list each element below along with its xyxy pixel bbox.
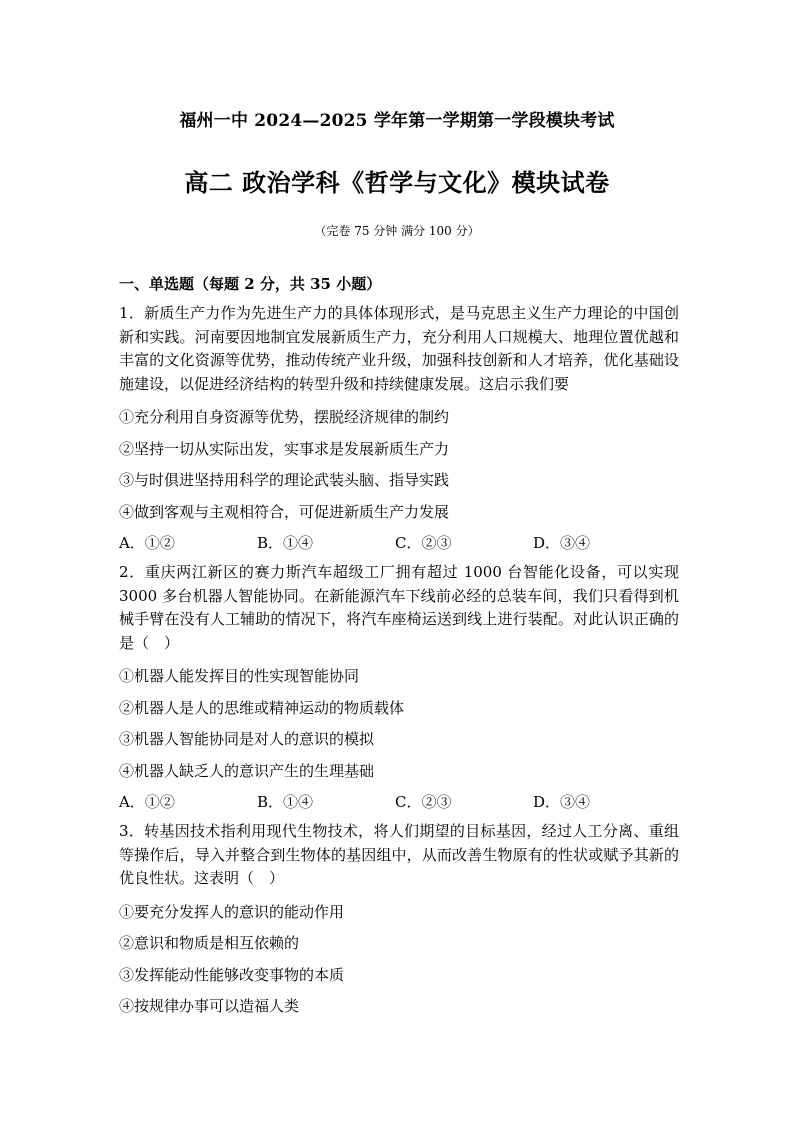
option-item: ③与时俱进坚持用科学的理论武装头脑、指导实践 xyxy=(119,471,450,489)
answer-choices xyxy=(119,528,679,559)
answer-choice-c: C．②③ xyxy=(395,534,452,552)
option-item: ④机器人缺乏人的意识产生的生理基础 xyxy=(119,761,375,780)
option-item: ④按规律办事可以造福人类 xyxy=(119,997,300,1015)
option-item: ④做到客观与主观相符合，可促进新质生产力发展 xyxy=(119,502,450,521)
option-item: ①充分利用自身资源等优势，摆脱经济规律的制约 xyxy=(119,408,450,426)
question-stem: 3．转基因技术指利用现代生物技术，将人们期望的目标基因，经过人工分离、重组等操作后，导入并整合到生物体的基因组中，从而改善生物原有的性状或赋予其新的优良性状。这表明（ ） xyxy=(119,822,679,887)
option-item: ③机器人智能协同是对人的意识的模拟 xyxy=(119,730,375,748)
section-title: 一、单选题（每题 2 分，共 35 小题） xyxy=(119,275,382,293)
answer-choices xyxy=(119,787,679,818)
question-stem: 2．重庆两江新区的赛力斯汽车超级工厂拥有超过 1000 台智能化设备，可以实现 3000 多台机器人智能协同。在新能源汽车下线前必经的总装车间，我们只看得到机械手臂在没有人工辅助的情况下，将汽车座椅运送到线上进行装配。对此认识正确的是（ ） xyxy=(119,563,679,652)
option-item: ③发挥能动性能够改变事物的本质 xyxy=(119,965,345,984)
question-2 xyxy=(119,561,679,818)
answer-choice-d: D．③④ xyxy=(533,534,591,552)
exam-title: 高二 政治学科《哲学与文化》模块试卷 xyxy=(184,168,610,197)
question-stem: 1．新质生产力作为先进生产力的具体体现形式，是马克思主义生产力理论的中国创新和实践。河南要因地制宜发展新质生产力，充分利用人口规模大、地理位置优越和丰富的文化资源等优势，推动传统产业升级，加强科技创新和人才培养，优化基础设施建设，以促进经济结构的转型升级和持续健康发展。这启示我们要 xyxy=(119,304,679,393)
answer-choice-d: D．③④ xyxy=(533,793,591,811)
answer-choice-b: B．①④ xyxy=(257,534,314,552)
answer-choice-a: A．①② xyxy=(119,534,175,552)
option-item: ②机器人是人的思维或精神运动的物质载体 xyxy=(119,698,405,717)
question-3 xyxy=(119,820,679,1023)
option-item: ②坚持一切从实际出发，实事求是发展新质生产力 xyxy=(119,439,450,458)
answer-choice-a: A．①② xyxy=(119,793,175,811)
option-item: ①机器人能发挥目的性实现智能协同 xyxy=(119,667,360,685)
exam-content xyxy=(119,272,679,1023)
option-item: ②意识和物质是相互依赖的 xyxy=(119,934,300,952)
option-item: ①要充分发挥人的意识的能动作用 xyxy=(119,902,345,921)
school-title: 福州一中 2024—2025 学年第一学期第一学段模块考试 xyxy=(179,111,615,131)
answer-choice-c: C．②③ xyxy=(395,793,452,811)
question-1 xyxy=(119,302,679,559)
answer-choice-b: B．①④ xyxy=(257,793,314,811)
exam-info: （完卷 75 分钟 满分 100 分） xyxy=(314,224,480,238)
